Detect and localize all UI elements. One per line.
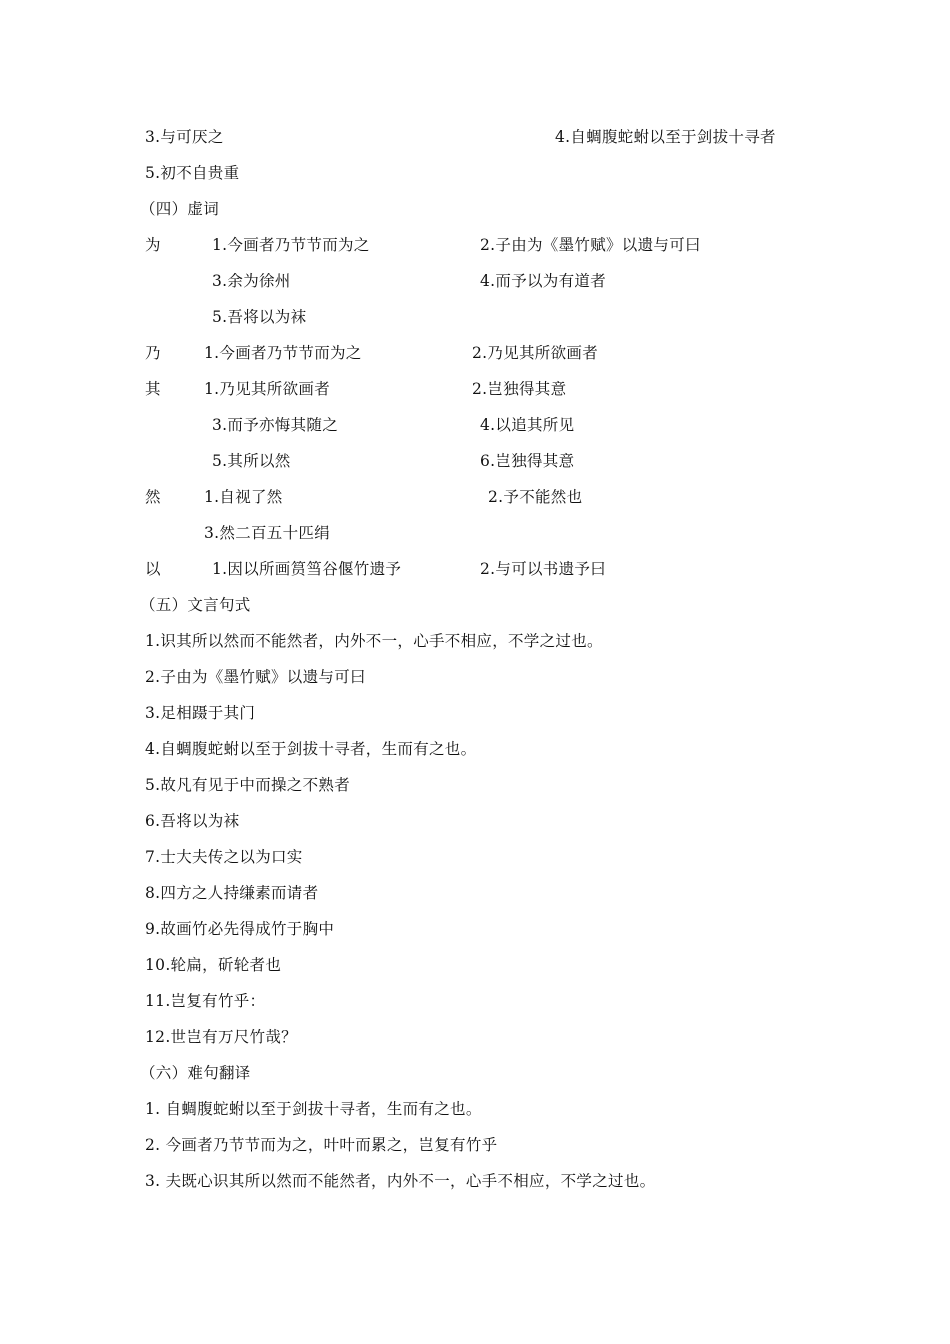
section6-item-1: 1. 自蜩腹蛇蚹以至于剑拔十寻者，生而有之也。 (145, 1100, 482, 1118)
section5-item-12: 12.世岂有万尺竹哉？ (145, 1028, 297, 1046)
ran-item-2: 2.予不能然也 (488, 488, 583, 506)
section3-item-5: 5.初不自贵重 (145, 164, 240, 182)
section5-item-1: 1.识其所以然而不能然者，内外不一，心手不相应，不学之过也。 (145, 632, 603, 650)
ran-item-1: 1.自视了然 (204, 488, 283, 506)
yi-item-2: 2.与可以书遗予曰 (480, 560, 606, 578)
section3-item-3: 3.与可厌之 (145, 128, 224, 146)
section5-item-9: 9.故画竹必先得成竹于胸中 (145, 920, 335, 938)
yi-item-1: 1.因以所画筼筜谷偃竹遗予 (212, 560, 402, 578)
wei-item-3: 3.余为徐州 (212, 272, 291, 290)
nai-item-1: 1.今画者乃节节而为之 (204, 344, 362, 362)
qi-item-4: 4.以追其所见 (480, 416, 575, 434)
wei-item-1: 1.今画者乃节节而为之 (212, 236, 370, 254)
wei-item-5: 5.吾将以为袜 (212, 308, 307, 326)
section3-item-4: 4.自蜩腹蛇蚹以至于剑拔十寻者 (555, 128, 776, 146)
wei-item-2: 2.子由为《墨竹赋》以遗与可曰 (480, 236, 701, 254)
ran-char: 然 (145, 488, 161, 506)
section5-item-3: 3.足相蹑于其门 (145, 704, 256, 722)
section5-item-5: 5.故凡有见于中而操之不熟者 (145, 776, 350, 794)
qi-item-1: 1.乃见其所欲画者 (204, 380, 330, 398)
section4-heading: （四）虚词 (140, 200, 220, 218)
wei-char: 为 (145, 236, 161, 254)
section5-item-11: 11.岂复有竹乎： (145, 992, 266, 1010)
nai-item-2: 2.乃见其所欲画者 (472, 344, 598, 362)
wei-item-4: 4.而予以为有道者 (480, 272, 606, 290)
section5-heading: （五）文言句式 (140, 596, 251, 614)
qi-item-5: 5.其所以然 (212, 452, 291, 470)
ran-item-3: 3.然二百五十匹绢 (204, 524, 330, 542)
section5-item-4: 4.自蜩腹蛇蚹以至于剑拔十寻者，生而有之也。 (145, 740, 477, 758)
yi-char: 以 (145, 560, 161, 578)
nai-char: 乃 (145, 344, 161, 362)
section6-heading: （六）难句翻译 (140, 1064, 251, 1082)
section5-item-7: 7.士大夫传之以为口实 (145, 848, 303, 866)
qi-item-3: 3.而予亦悔其随之 (212, 416, 338, 434)
section6-item-2: 2. 今画者乃节节而为之，叶叶而累之，岂复有竹乎 (145, 1136, 498, 1154)
section5-item-2: 2.子由为《墨竹赋》以遗与可曰 (145, 668, 366, 686)
qi-item-2: 2.岂独得其意 (472, 380, 567, 398)
qi-item-6: 6.岂独得其意 (480, 452, 575, 470)
section5-item-10: 10.轮扁，斫轮者也 (145, 956, 282, 974)
qi-char: 其 (145, 380, 161, 398)
section5-item-6: 6.吾将以为袜 (145, 812, 240, 830)
section6-item-3: 3. 夫既心识其所以然而不能然者，内外不一，心手不相应，不学之过也。 (145, 1172, 656, 1190)
section5-item-8: 8.四方之人持缣素而请者 (145, 884, 319, 902)
